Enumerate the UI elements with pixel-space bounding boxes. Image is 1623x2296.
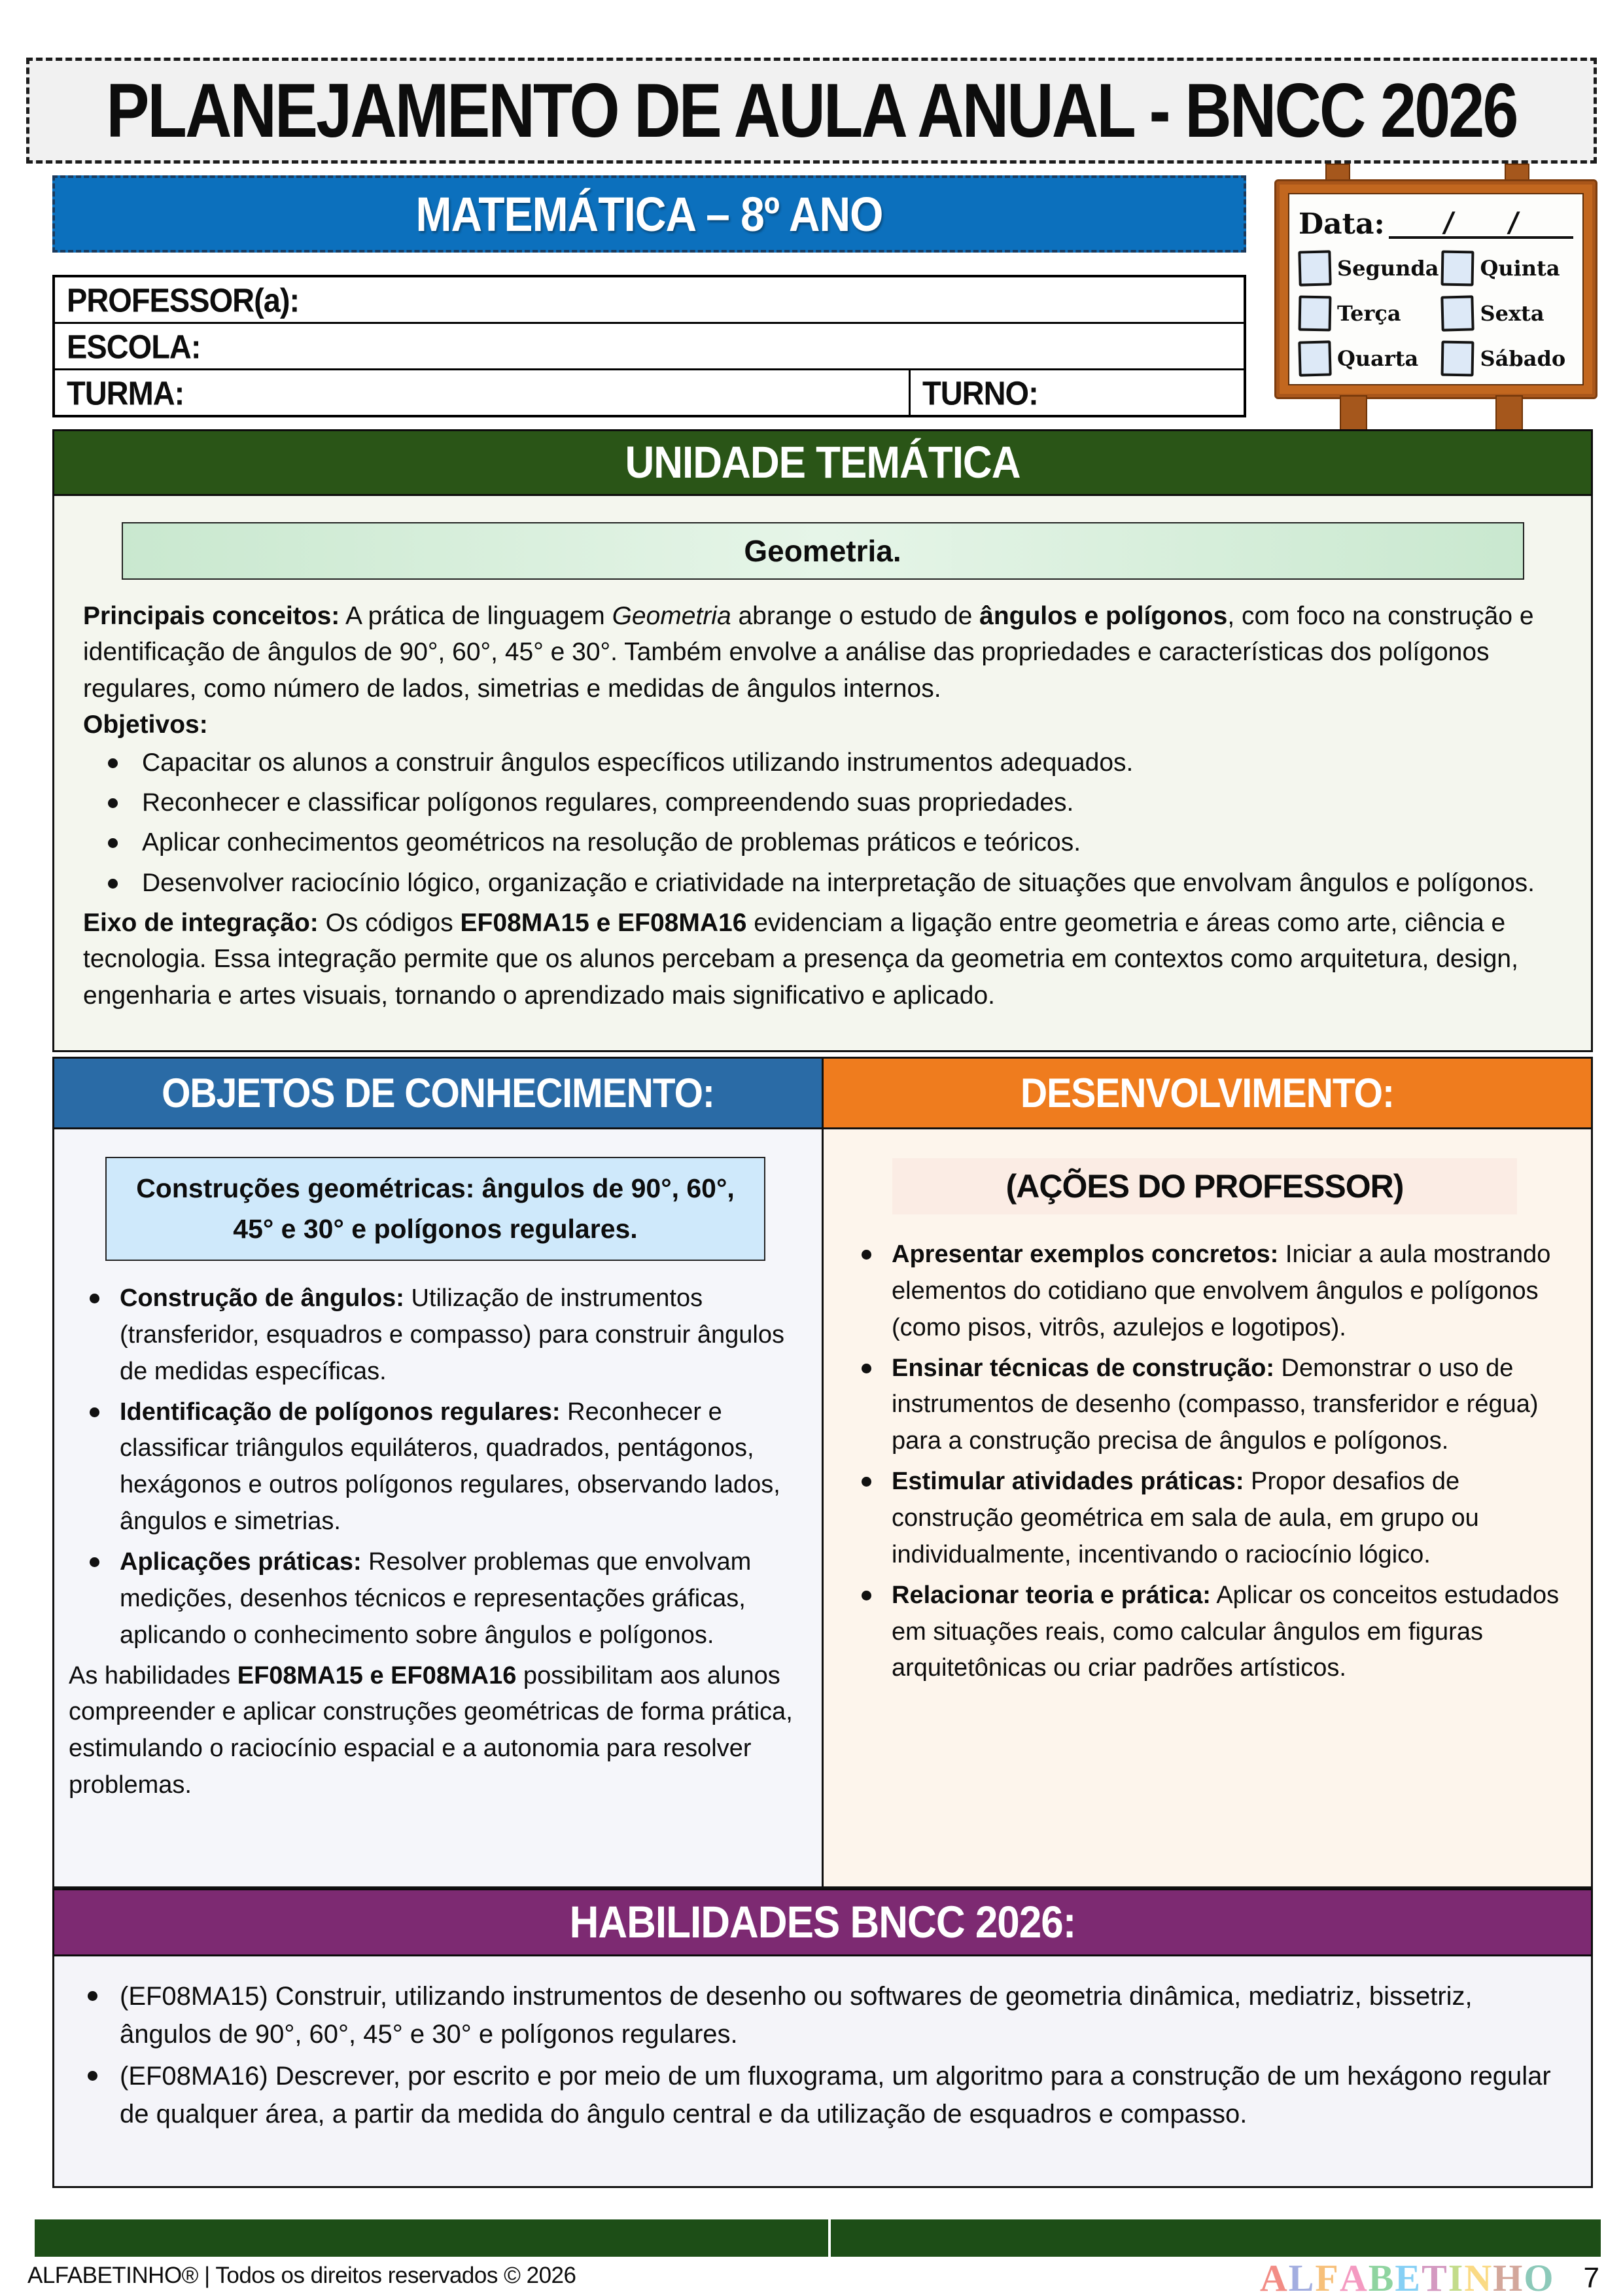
logo-letter: T: [1422, 2257, 1448, 2296]
weekday-option-quinta: [1441, 249, 1573, 288]
eixo-integracao-paragraph: [83, 905, 1562, 1014]
list-item-text: [142, 865, 1562, 901]
weekday-option-sexta: [1441, 294, 1573, 333]
tema-label: Geometria.: [744, 534, 901, 568]
logo-letter: L: [1288, 2257, 1316, 2296]
text-segment: Eixo de integração:: [83, 909, 319, 937]
desenvolvimento-title: DESENVOLVIMENTO:: [1021, 1070, 1394, 1116]
habilidades-content: [52, 1956, 1593, 2188]
unidade-body: [83, 598, 1562, 1014]
desenvolvimento-list: [841, 1237, 1569, 1687]
bullet-icon: [841, 1464, 892, 1574]
bullet-icon: [841, 1578, 892, 1687]
text-segment: Geometria: [612, 602, 731, 630]
text-segment: possibilitam aos alunos compreender e aplicar construções geométricas de forma prática, estimulando o raciocínio espacial e a autonomia para resolver problemas.: [69, 1661, 793, 1799]
bullet-icon: [69, 1544, 120, 1654]
text-segment: Demonstrar o uso de instrumentos de desenho (compasso, transferidor e régua) para a construção precisa de ângulos e polígonos.: [892, 1354, 1539, 1455]
text-segment: Relacionar teoria e prática:: [892, 1581, 1211, 1609]
text-segment: Desenvolver raciocínio lógico, organização e criatividade na interpretação de situações que envolvam ângulos e polígonos.: [142, 868, 1535, 897]
turno-label: TURNO:: [922, 374, 1038, 412]
weekday-grid: [1299, 249, 1573, 378]
text-segment: Identificação de polígonos regulares:: [120, 1398, 561, 1426]
bullet-icon: [65, 2057, 120, 2133]
turma-label: TURMA:: [67, 374, 184, 412]
logo-letter: N: [1464, 2257, 1493, 2296]
objetos-conhecimento-content: [54, 1129, 824, 1886]
bullet-icon: [83, 824, 142, 860]
desenvolvimento-body: [841, 1237, 1569, 1687]
board-leg: [1495, 395, 1523, 433]
objetos-body: [69, 1280, 802, 1804]
date-blank-line[interactable]: [1389, 206, 1573, 239]
footer-bar-right: [831, 2219, 1601, 2257]
objetos-list: [69, 1280, 802, 1654]
date-row: [1299, 200, 1573, 239]
acoes-professor-band: [892, 1158, 1517, 1214]
text-segment: Utilização de instrumentos (transferidor, esquadros e compasso) para construir ângulos de medidas específicas.: [120, 1284, 784, 1385]
text-segment: abrange o estudo de: [731, 602, 980, 630]
list-item-text: [892, 1351, 1569, 1460]
professor-row[interactable]: [55, 277, 1244, 324]
logo-letter: F: [1315, 2257, 1340, 2296]
list-item-text: [892, 1237, 1569, 1347]
logo-letter: A: [1259, 2257, 1289, 2296]
date-slash: /: [1506, 206, 1521, 238]
habilidades-list: [65, 1977, 1554, 2133]
weekday-label: Sexta: [1480, 300, 1544, 326]
logo-letter: O: [1524, 2257, 1555, 2296]
construcoes-geometricas-text: Construções geométricas: ângulos de 90°, 60°, 45° e 30° e polígonos regulares.: [136, 1173, 735, 1244]
list-item-text: [120, 2057, 1554, 2133]
bullet-icon: [69, 1280, 120, 1390]
list-item-text: [142, 745, 1562, 781]
list-item: [83, 785, 1562, 821]
weekday-label: Quarta: [1337, 345, 1419, 371]
text-segment: ângulos e polígonos: [979, 602, 1228, 630]
page-number: 7: [1583, 2261, 1599, 2294]
teacher-info-table: [52, 275, 1246, 417]
bullet-icon: [841, 1351, 892, 1460]
weekday-option-segunda: [1299, 249, 1439, 288]
list-item: [841, 1578, 1569, 1687]
text-segment: EF08MA15 e EF08MA16: [460, 909, 747, 937]
objetivos-list: [83, 745, 1562, 902]
weekday-checkbox[interactable]: [1298, 251, 1331, 287]
logo-letter: I: [1448, 2257, 1465, 2296]
weekday-checkbox[interactable]: [1441, 251, 1475, 287]
bullet-icon: [841, 1237, 892, 1347]
list-item-text: [892, 1464, 1569, 1574]
bullet-icon: [83, 745, 142, 781]
bullet-icon: [83, 785, 142, 821]
desenvolvimento-content: [824, 1129, 1591, 1886]
text-segment: Aplicar os conceitos estudados em situações reais, como calcular ângulos em figuras arquitetônicas ou criar padrões artísticos.: [892, 1581, 1560, 1682]
turma-turno-row: [55, 370, 1244, 415]
text-segment: EF08MA15 e EF08MA16: [237, 1661, 517, 1689]
date-slash: /: [1441, 206, 1456, 238]
professor-label: PROFESSOR(a):: [67, 281, 300, 319]
weekday-label: Segunda: [1337, 256, 1439, 281]
habilidades-header: [52, 1888, 1593, 1956]
list-item-text: [142, 824, 1562, 860]
principais-conceitos-paragraph: [83, 598, 1562, 707]
logo-letter: B: [1368, 2257, 1395, 2296]
text-segment: , com foco na construção e identificação de ângulos de 90°, 60°, 45° e 30°. Também envolve a análise das propriedades e características dos polígonos regulares, como número de lados, simetrias e medidas de ângulos internos.: [83, 602, 1534, 703]
tema-box: [122, 522, 1524, 580]
habilidades-closing-paragraph: [69, 1658, 802, 1804]
weekday-label: Quinta: [1480, 256, 1560, 281]
document-title-box: [26, 58, 1597, 164]
text-segment: Aplicações práticas:: [120, 1548, 362, 1576]
text-segment: Construção de ângulos:: [120, 1284, 404, 1312]
turno-cell[interactable]: [911, 370, 1244, 415]
bullet-icon: [65, 1977, 120, 2053]
list-item: [83, 865, 1562, 901]
list-item: [69, 1394, 802, 1540]
weekday-option-sabado: [1441, 339, 1573, 378]
document-title: PLANEJAMENTO DE AULA ANUAL - BNCC 2026: [106, 67, 1517, 153]
text-segment: A prática de linguagem: [340, 602, 612, 630]
list-item: [69, 1544, 802, 1654]
text-segment: Capacitar os alunos a construir ângulos específicos utilizando instrumentos adequados.: [142, 748, 1134, 777]
list-item: [841, 1351, 1569, 1460]
weekday-label: Terça: [1337, 300, 1401, 326]
list-item: [841, 1464, 1569, 1574]
unidade-tematica-title: UNIDADE TEMÁTICA: [625, 438, 1021, 487]
weekday-checkbox[interactable]: [1299, 296, 1332, 332]
text-segment: evidenciam a ligação entre geometria e áreas como arte, ciência e tecnologia. Essa integração permite que os alunos percebam a presença da geometria em contextos como arquitetura, design, engenharia e artes visuais, tornando o aprendizado mais significativo e aplicado.: [83, 909, 1518, 1010]
date-board: [1274, 164, 1597, 432]
text-segment: Reconhecer e classificar polígonos regulares, compreendendo suas propriedades.: [142, 788, 1074, 817]
weekday-label: Sábado: [1480, 345, 1566, 371]
text-segment: (EF08MA15) Construir, utilizando instrumentos de desenho ou softwares de geometria dinâmica, mediatriz, bissetriz, ângulos de 90°, 60°, 45° e 30° e polígonos regulares.: [120, 1982, 1473, 2049]
objetivos-label: Objetivos:: [83, 711, 208, 739]
text-segment: Resolver problemas que envolvam medições, desenhos técnicos e representações gráficas, aplicando o conhecimento sobre ângulos e polígonos.: [120, 1548, 752, 1649]
text-segment: (EF08MA16) Descrever, por escrito e por meio de um fluxograma, um algoritmo para a construção de um hexágono regular de qualquer área, a partir da medida do ângulo central e da utilização de esquadros e compasso.: [120, 2062, 1551, 2128]
list-item-text: [120, 1977, 1554, 2053]
two-column-section: [52, 1057, 1593, 1888]
copyright-text: ALFABETINHO® | Todos os direitos reservados © 2026: [27, 2263, 576, 2288]
text-segment: Ensinar técnicas de construção:: [892, 1354, 1274, 1382]
text-segment: Apresentar exemplos concretos:: [892, 1241, 1279, 1268]
bullet-icon: [69, 1394, 120, 1540]
list-item: [65, 1977, 1554, 2053]
board-inner: [1288, 193, 1584, 385]
weekday-checkbox[interactable]: [1298, 340, 1331, 376]
list-item: [83, 824, 1562, 860]
logo-letter: H: [1493, 2257, 1524, 2296]
bullet-icon: [83, 865, 142, 901]
objetos-conhecimento-header: [54, 1059, 824, 1129]
list-item: [69, 1280, 802, 1390]
text-segment: Principais conceitos:: [83, 602, 340, 630]
list-item: [65, 2057, 1554, 2133]
desenvolvimento-header: [824, 1059, 1591, 1129]
date-label: Data:: [1299, 207, 1385, 241]
weekday-option-terca: [1299, 294, 1439, 333]
text-segment: Os códigos: [318, 909, 461, 937]
text-segment: Iniciar a aula mostrando elementos do cotidiano que envolvem ângulos e polígonos (como pisos, vitrôs, azulejos e logotipos).: [892, 1241, 1551, 1341]
list-item-text: [892, 1578, 1569, 1687]
list-item-text: [120, 1280, 802, 1390]
escola-label: ESCOLA:: [67, 327, 201, 365]
logo-letter: A: [1339, 2257, 1369, 2296]
alfabetinho-logo: [1260, 2256, 1555, 2296]
list-item: [841, 1237, 1569, 1347]
subject-title: MATEMÁTICA – 8º ANO: [415, 186, 883, 241]
subject-bar: [52, 175, 1246, 253]
footer-right: [1260, 2256, 1599, 2296]
list-item: [83, 745, 1562, 781]
acoes-professor-label: (AÇÕES DO PROFESSOR): [1005, 1168, 1404, 1205]
logo-letter: E: [1395, 2257, 1422, 2296]
text-segment: Estimular atividades práticas:: [892, 1468, 1244, 1496]
list-item-text: [120, 1394, 802, 1540]
objetos-conhecimento-title: OBJETOS DE CONHECIMENTO:: [162, 1070, 714, 1116]
text-segment: As habilidades: [69, 1661, 237, 1689]
board-leg: [1340, 395, 1367, 433]
unidade-tematica-content: [52, 496, 1593, 1052]
text-segment: Aplicar conhecimentos geométricos na resolução de problemas práticos e teóricos.: [142, 828, 1081, 857]
habilidades-title: HABILIDADES BNCC 2026:: [569, 1898, 1076, 1947]
text-segment: Propor desafios de construção geométrica em sala de aula, em grupo ou individualmente, incentivando o raciocínio lógico.: [892, 1468, 1479, 1568]
escola-row[interactable]: [55, 324, 1244, 370]
list-item-text: [120, 1544, 802, 1654]
weekday-option-quarta: [1299, 339, 1439, 378]
list-item-text: [142, 785, 1562, 821]
text-segment: Reconhecer e classificar triângulos equiláteros, quadrados, pentágonos, hexágonos e outros polígonos regulares, observando lados, ângulos e simetrias.: [120, 1398, 780, 1536]
turma-cell[interactable]: [55, 370, 911, 415]
construcoes-geometricas-box: [105, 1157, 765, 1261]
weekday-checkbox[interactable]: [1441, 340, 1475, 376]
weekday-checkbox[interactable]: [1441, 295, 1475, 331]
board-frame: [1274, 179, 1597, 399]
footer-bar-left: [35, 2219, 828, 2257]
unidade-tematica-header: [52, 429, 1593, 496]
